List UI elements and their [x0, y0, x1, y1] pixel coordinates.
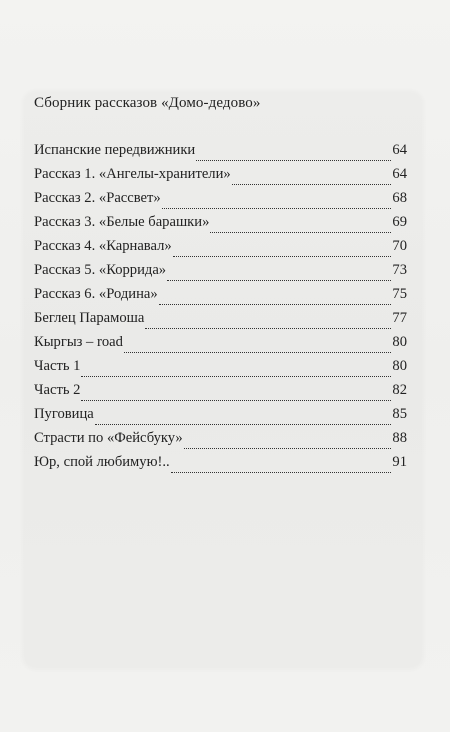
toc-entry-title: Пуговица	[34, 406, 94, 422]
toc-entry-title: Рассказ 4. «Карнавал»	[34, 238, 172, 254]
toc-entry	[34, 190, 407, 214]
toc-entry-title: Беглец Парамоша	[34, 310, 145, 326]
toc-entry	[34, 238, 407, 262]
toc-entry-page: 70	[392, 238, 407, 254]
toc-entry-page: 69	[392, 214, 407, 230]
toc-entry	[34, 214, 407, 238]
toc-entry-page: 88	[392, 430, 407, 446]
toc-entry-page: 91	[392, 454, 407, 470]
toc-entry-page: 75	[392, 286, 407, 302]
toc-entry-page: 80	[392, 334, 407, 350]
toc-entry-page: 80	[392, 358, 407, 374]
dot-leader	[81, 399, 391, 401]
toc-entry-page: 64	[392, 142, 407, 158]
dot-leader	[159, 303, 392, 305]
dot-leader	[124, 351, 391, 353]
toc-entry-title: Рассказ 3. «Белые барашки»	[34, 214, 210, 230]
dot-leader	[167, 279, 391, 281]
toc-entry	[34, 358, 407, 382]
toc-entry-page: 85	[392, 406, 407, 422]
toc-entry-title: Страсти по «Фейсбуку»	[34, 430, 183, 446]
toc-entry-page: 82	[392, 382, 407, 398]
toc-entry-title: Рассказ 1. «Ангелы-хранители»	[34, 166, 231, 182]
dot-leader	[145, 327, 391, 329]
dot-leader	[95, 423, 392, 425]
toc-entry-title: Часть 2	[34, 382, 81, 398]
toc-entry-title: Испанские передвижники	[34, 142, 196, 158]
toc-entry-title: Рассказ 6. «Родина»	[34, 286, 158, 302]
dot-leader	[81, 375, 391, 377]
toc-entry	[34, 286, 407, 310]
toc-entry-page: 64	[392, 166, 407, 182]
dot-leader	[184, 447, 392, 449]
toc-entry	[34, 166, 407, 190]
dot-leader	[196, 159, 391, 161]
dot-leader	[162, 207, 392, 209]
dot-leader	[232, 183, 392, 185]
toc-entry	[34, 142, 407, 166]
toc-entry-page: 73	[392, 262, 407, 278]
toc-entry	[34, 430, 407, 454]
toc-entry	[34, 382, 407, 406]
dot-leader	[171, 471, 392, 473]
toc-entry-page: 68	[392, 190, 407, 206]
toc-entry	[34, 262, 407, 286]
toc-entry-title: Рассказ 5. «Коррида»	[34, 262, 167, 278]
toc-entry-page: 77	[392, 310, 407, 326]
toc-entry-title: Рассказ 2. «Рассвет»	[34, 190, 161, 206]
dot-leader	[210, 231, 391, 233]
toc-entry	[34, 406, 407, 430]
dot-leader	[173, 255, 392, 257]
table-of-contents	[34, 142, 407, 478]
toc-entry	[34, 310, 407, 334]
section-title: Сборник рассказов «Домо-дедово»	[34, 95, 261, 111]
toc-entry-title: Кыргыз – road	[34, 334, 123, 350]
toc-entry	[34, 334, 407, 358]
toc-entry-title: Часть 1	[34, 358, 81, 374]
toc-entry-title: Юр, спой любимую!..	[34, 454, 170, 470]
toc-entry	[34, 454, 407, 478]
